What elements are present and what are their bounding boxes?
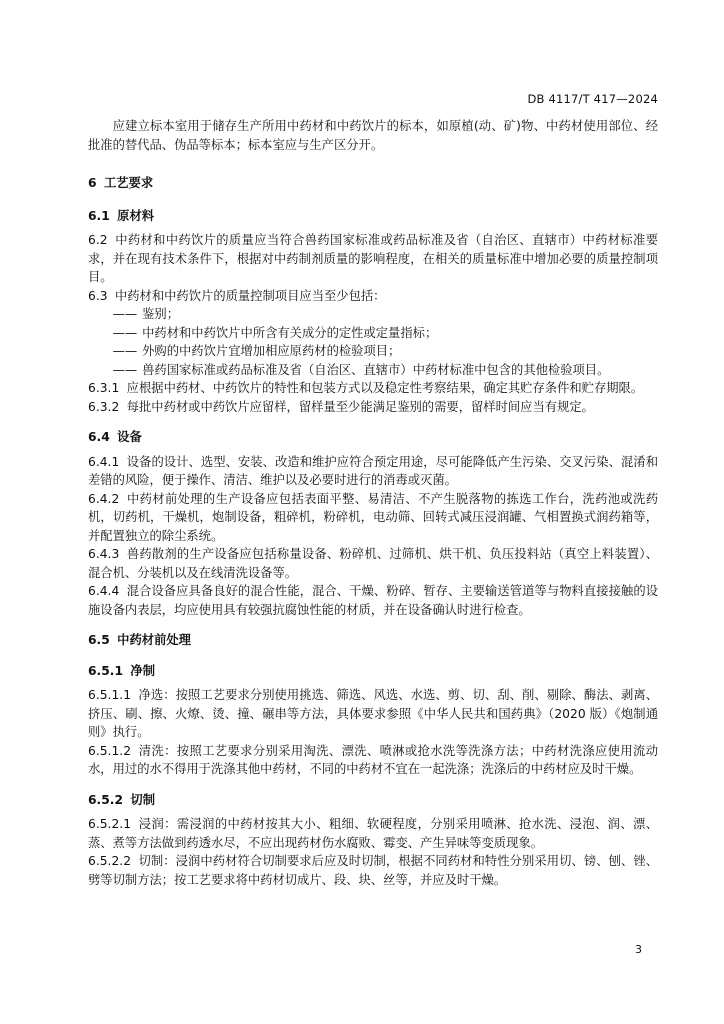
section-title: 设备 [117,430,142,444]
clause-6-2 [88,231,658,287]
page-content [88,117,658,889]
clause-6-5-2-1 [88,815,658,852]
section-6-heading [88,174,658,193]
section-title: 原材料 [117,208,155,223]
clause-number: 6.4.3 [88,547,120,561]
dash-marker: —— [112,307,138,321]
clause-number: 6.5.2.1 [88,817,132,831]
clause-text: 浸润：需浸润的中药材按其大小、粗细、软硬程度，分别采用喷淋、抢水洗、浸泡、润、漂、蒸、煮等方法做到药透水尽，不应出现药材伤水腐败、霉变、产生异味等变质现象。 [88,817,658,850]
clause-text: 每批中药材或中药饮片应留样，留样量至少能满足鉴别的需要，留样时间应当有规定。 [126,399,594,414]
clause-number: 6.5.1.1 [88,688,132,702]
dash-marker: —— [112,344,138,358]
list-item [88,342,658,361]
clause-6-3 [88,287,658,306]
clause-text: 中药材和中药饮片的质量控制项目应当至少包括： [114,288,386,303]
section-title: 净制 [130,663,155,678]
clause-number: 6.3.1 [88,381,120,395]
clause-number: 6.2 [88,233,108,247]
list-item-text: 兽药国家标准或药品标准及省（自治区、直辖市）中药材标准中包含的其他检验项目。 [142,362,610,377]
clause-6-5-1-1 [88,686,658,742]
section-6-5-1-heading [88,662,658,681]
clause-number: 6.3.2 [88,399,120,414]
dash-marker: —— [112,325,138,340]
clause-text: 中药材前处理的生产设备应包括表面平整、易清洁、不产生脱落物的拣选工作台，洗药池或洗药机，切药机，干燥机，炮制设备，粗碎机，粉碎机，电动筛、回转式减压浸润罐、气相置换式润药箱等，并配置独立的除尘系统。 [88,491,658,543]
section-title: 中药材前处理 [117,633,191,647]
section-6-5-2-heading [88,791,658,810]
list-item [88,361,658,380]
clause-6-5-2-2 [88,852,658,889]
clause-number: 6.5.1.2 [88,743,132,758]
section-title: 工艺要求 [103,176,154,190]
clause-6-5-1-2 [88,742,658,779]
clause-text: 中药材和中药饮片的质量应当符合兽药国家标准或药品标准及省（自治区、直辖市）中药材标准要求，并在现有技术条件下，根据对中药制剂质量的影响程度，在相关的质量标准中增加必要的质量控制项目。 [88,233,658,284]
standard-number: DB 4117/T 417—2024 [527,92,658,106]
clause-6-4-4 [88,582,658,619]
clause-6-3-1 [88,379,658,398]
section-title: 切制 [130,792,155,807]
clause-number: 6.4.1 [88,454,120,469]
page-number: 3 [635,943,642,956]
clause-number: 6.3 [88,288,108,303]
dash-marker: —— [112,362,138,377]
clause-text: 设备的设计、选型、安装、改造和维护应符合预定用途，尽可能降低产生污染、交叉污染、混淆和差错的风险，便于操作、清洁、维护以及必要时进行的消毒或灭菌。 [88,454,658,487]
section-number: 6.4 [88,430,110,444]
clause-6-4-2 [88,490,658,546]
section-number: 6.5.1 [88,663,124,678]
clause-text: 应根据中药材、中药饮片的特性和包装方式以及稳定性考察结果，确定其贮存条件和贮存期限。 [126,381,644,395]
section-number: 6.5 [88,633,110,647]
section-6-5-heading [88,631,658,650]
section-6-4-heading [88,428,658,447]
section-6-1-heading [88,207,658,226]
list-item-text: 中药材和中药饮片中所含有关成分的定性或定量指标； [142,325,438,340]
clause-6-4-1 [88,453,658,490]
clause-text: 兽药散剂的生产设备应包括称量设备、粉碎机、过筛机、烘干机、负压投料站（真空上料装置）、混合机、分装机以及在线清洗设备等。 [88,547,658,580]
clause-text: 混合设备应具备良好的混合性能，混合、干燥、粉碎、暂存、主要输送管道等与物料直接接触的设施设备内表层，均应使用具有较强抗腐蚀性能的材质，并在设备确认时进行检查。 [88,584,658,617]
list-item-text: 外购的中药饮片宜增加相应原药材的检验项目； [142,344,401,358]
clause-6-3-2 [88,398,658,417]
section-number: 6.5.2 [88,792,124,807]
list-item [88,305,658,324]
list-item [88,324,658,343]
clause-number: 6.4.4 [88,584,120,598]
clause-number: 6.5.2.2 [88,854,132,868]
list-item-text: 鉴别； [142,307,180,321]
section-number: 6.1 [88,208,110,223]
section-number: 6 [88,176,97,190]
clause-number: 6.4.2 [88,491,120,506]
clause-text: 清洗：按照工艺要求分别采用淘洗、漂洗、喷淋或抢水洗等洗涤方法；中药材洗涤应使用流动水，用过的水不得用于洗涤其他中药材，不同的中药材不宜在一起洗涤；洗涤后的中药材应及时干燥。 [88,743,658,776]
clause-text: 净选：按照工艺要求分别使用挑选、筛选、风选、水选、剪、切、刮、削、剔除、酶法、剥离、挤压、刷、擦、火燎、烫、撞、碾串等方法，具体要求参照《中华人民共和国药典》（2020 版）《炮制通则》执行。 [88,688,658,739]
intro-paragraph: 应建立标本室用于储存生产所用中药材和中药饮片的标本，如原植(动、矿)物、中药材使用部位、经批准的替代品、伪品等标本；标本室应与生产区分开。 [88,119,658,152]
clause-6-4-3 [88,545,658,582]
clause-text: 切制：浸润中药材符合切制要求后应及时切制，根据不同药材和特性分别采用切、镑、刨、锉、劈等切制方法；按工艺要求将中药材切成片、段、块、丝等，并应及时干燥。 [88,854,658,887]
